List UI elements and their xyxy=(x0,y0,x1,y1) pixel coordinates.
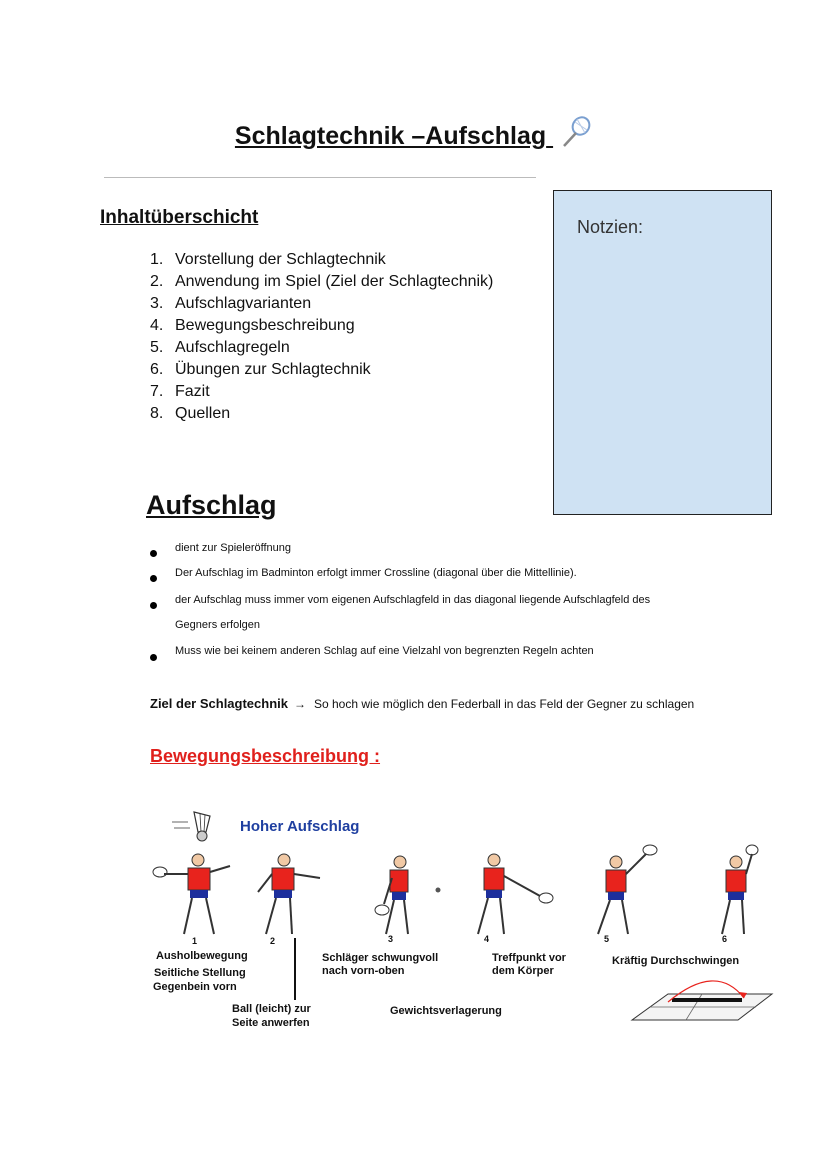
toc-item-label: Anwendung im Spiel (Ziel der Schlagtechnik) xyxy=(175,273,494,290)
serve-illustration xyxy=(152,804,778,1030)
toc-list xyxy=(150,249,493,425)
notes-label: Notzien: xyxy=(577,217,644,237)
toc-item xyxy=(150,293,493,315)
toc-item-number: 1. xyxy=(150,251,164,268)
toc-item-label: Aufschlagvarianten xyxy=(175,295,312,312)
caption-3b: nach vorn-oben xyxy=(322,965,405,977)
bullet-dot-icon xyxy=(150,654,157,661)
bullet-text: Der Aufschlag im Badminton erfolgt immer Crossline (diagonal über die Mittellinie). xyxy=(175,567,577,579)
caption-6: Gewichtsverlagerung xyxy=(390,1005,502,1017)
goal-label: Ziel der Schlagtechnik xyxy=(150,696,288,711)
caption-1c: Gegenbein vorn xyxy=(153,981,237,993)
player-figure-3 xyxy=(375,856,441,934)
toc-item-number: 2. xyxy=(150,273,164,290)
caption-1a: Ausholbewegung xyxy=(156,950,248,962)
step-number: 4 xyxy=(484,934,490,944)
step-number: 5 xyxy=(604,934,610,944)
arrow-right-icon: → xyxy=(294,697,306,711)
divider xyxy=(104,177,536,178)
player-figure-2 xyxy=(258,854,320,934)
toc-item-number: 3. xyxy=(150,295,164,312)
caption-3a: Schläger schwungvoll xyxy=(322,952,439,964)
bullet-dot-icon xyxy=(150,602,157,609)
bullet-text: der Aufschlag muss immer vom eigenen Aufschlagfeld in das diagonal liegende Aufschlagfeld des xyxy=(175,594,651,606)
notes-box[interactable] xyxy=(553,190,772,515)
goal-line xyxy=(150,696,694,711)
toc-item-number: 5. xyxy=(150,339,164,356)
step-number: 3 xyxy=(388,934,394,944)
bullet-dot-icon xyxy=(150,575,157,582)
goal-text: So hoch wie möglich den Federball in das Feld der Gegner zu schlagen xyxy=(314,697,695,711)
toc-item-number: 7. xyxy=(150,383,164,400)
toc-item-label: Übungen zur Schlagtechnik xyxy=(175,361,371,378)
toc-item xyxy=(150,381,493,403)
toc-item xyxy=(150,315,493,337)
toc-item-label: Aufschlagregeln xyxy=(175,339,290,356)
player-figure-5 xyxy=(598,845,657,934)
toc-item-label: Bewegungsbeschreibung xyxy=(175,317,355,334)
caption-2b: Seite anwerfen xyxy=(232,1017,310,1029)
toc-item xyxy=(150,271,493,293)
caption-2a: Ball (leicht) zur xyxy=(232,1003,311,1015)
bullet-text: dient zur Spieleröffnung xyxy=(175,542,291,554)
toc-item-number: 8. xyxy=(150,405,164,422)
player-sequence xyxy=(152,844,778,944)
toc-heading: Inhaltüberschicht xyxy=(100,207,259,228)
page-title-text: Schlagtechnik –Aufschlag xyxy=(234,122,547,150)
player-figure-6 xyxy=(722,845,758,934)
toc-item xyxy=(150,403,493,425)
player-figure-1 xyxy=(153,854,230,934)
toc-item-label: Fazit xyxy=(175,383,210,400)
caption-divider xyxy=(294,938,296,1000)
figure-title: Hoher Aufschlag xyxy=(240,818,360,835)
toc-item-number: 6. xyxy=(150,361,164,378)
step-number: 1 xyxy=(192,936,198,946)
toc-item-number: 4. xyxy=(150,317,164,334)
toc-item xyxy=(150,249,493,271)
shuttlecock-icon xyxy=(170,810,216,844)
toc-item xyxy=(150,337,493,359)
bullet-dot-icon xyxy=(150,550,157,557)
toc-item xyxy=(150,359,493,381)
bullet-text: Muss wie bei keinem anderen Schlag auf eine Vielzahl von begrenzten Regeln achten xyxy=(175,645,594,657)
step-number: 2 xyxy=(270,936,276,946)
toc-item-label: Quellen xyxy=(175,405,231,422)
toc-item-label: Vorstellung der Schlagtechnik xyxy=(175,251,386,268)
caption-5: Kräftig Durchschwingen xyxy=(612,955,740,967)
court-diagram xyxy=(628,972,776,1028)
caption-1b: Seitliche Stellung xyxy=(154,967,246,979)
aufschlag-heading: Aufschlag xyxy=(146,490,277,520)
player-figure-4 xyxy=(478,854,553,934)
caption-4b: dem Körper xyxy=(492,965,554,977)
caption-4a: Treffpunkt vor xyxy=(492,952,566,964)
bullet-text: Gegners erfolgen xyxy=(175,619,260,631)
badminton-racket-icon xyxy=(559,116,593,148)
page-title xyxy=(0,116,828,151)
movement-heading: Bewegungsbeschreibung : xyxy=(150,746,381,766)
step-number: 6 xyxy=(722,934,728,944)
